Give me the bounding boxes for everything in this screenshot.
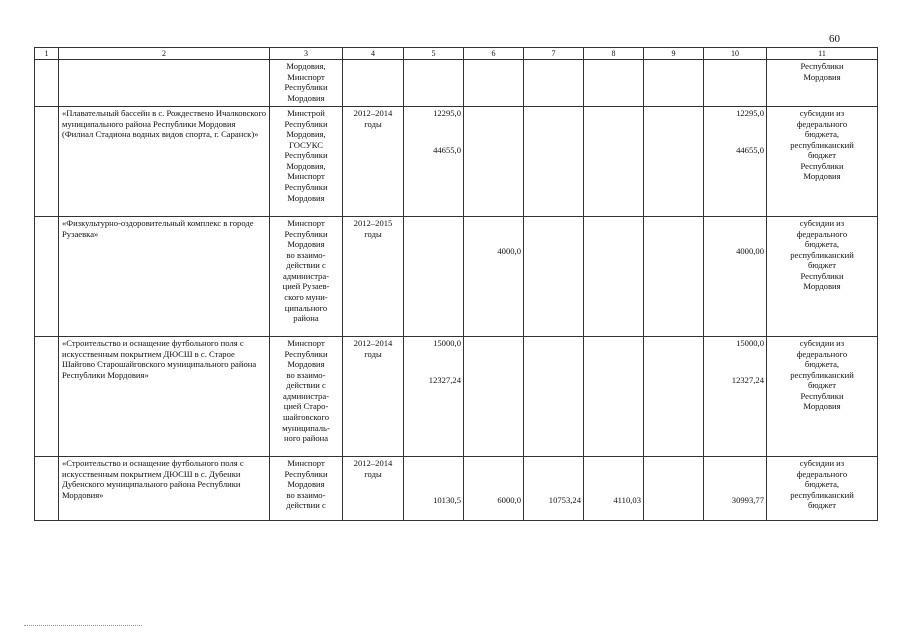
- financing-cell: субсидии из федерального бюджета, республиканский бюджет Республики Мордовия: [767, 217, 878, 337]
- footer-divider: [24, 625, 142, 626]
- program-table: [34, 47, 878, 521]
- column-number: 3: [270, 48, 343, 60]
- amount-cell: 6000,0: [464, 457, 524, 521]
- period-cell: 2012–2014 годы: [343, 107, 404, 217]
- financing-cell: субсидии из федерального бюджета, республиканский бюджет Республики Мордовия: [767, 337, 878, 457]
- column-number: 10: [704, 48, 767, 60]
- amount-cell: 4110,03: [584, 457, 644, 521]
- column-number-row: [35, 48, 878, 60]
- column-number: 1: [35, 48, 59, 60]
- column-number: 11: [767, 48, 878, 60]
- executor-cell: Мордовия, Минспорт Республики Мордовия: [270, 60, 343, 107]
- total-cell: 12295,0 44655,0: [704, 107, 767, 217]
- column-number: 6: [464, 48, 524, 60]
- total-cell: 30993,77: [704, 457, 767, 521]
- column-number: 7: [524, 48, 584, 60]
- continuation-row: [35, 60, 878, 107]
- executor-cell: Минстрой Республики Мордовия, ГОСУКС Республики Мордовия, Минспорт Республики Мордовия: [270, 107, 343, 217]
- table-row: [35, 217, 878, 337]
- period-cell: 2012–2014 годы: [343, 457, 404, 521]
- column-number: 4: [343, 48, 404, 60]
- executor-cell: Минспорт Республики Мордовия во взаимо- действии с администра- цией Рузаев- ского муни- ципального района: [270, 217, 343, 337]
- table-row: [35, 107, 878, 217]
- total-cell: 4000,00: [704, 217, 767, 337]
- column-number: 9: [644, 48, 704, 60]
- column-number: 2: [59, 48, 270, 60]
- object-name: «Плавательный бассейн в с. Рождествено Ичалковского муниципального района Республики Мордовия (Филиал Стадиона водных видов спорта, г. Саранск)»: [59, 107, 270, 217]
- amount-cell: 12295,0 44655,0: [404, 107, 464, 217]
- executor-cell: Минспорт Республики Мордовия во взаимо- действии с: [270, 457, 343, 521]
- period-cell: 2012–2014 годы: [343, 337, 404, 457]
- financing-cell: Республики Мордовия: [767, 60, 878, 107]
- object-name: «Физкультурно-оздоровительный комплекс в городе Рузаевка»: [59, 217, 270, 337]
- financing-cell: субсидии из федерального бюджета, республиканский бюджет Республики Мордовия: [767, 107, 878, 217]
- page-number: 60: [829, 33, 840, 45]
- amount-cell: 15000,0 12327,24: [404, 337, 464, 457]
- financing-cell: субсидии из федерального бюджета, республиканский бюджет: [767, 457, 878, 521]
- column-number: 5: [404, 48, 464, 60]
- column-number: 8: [584, 48, 644, 60]
- amount-cell: 4000,0: [464, 217, 524, 337]
- amount-cell: 10130,5: [404, 457, 464, 521]
- period-cell: 2012–2015 годы: [343, 217, 404, 337]
- table-row: [35, 457, 878, 521]
- executor-cell: Минспорт Республики Мордовия во взаимо- действии с администра- цией Старо- шайговского муниципаль- ного района: [270, 337, 343, 457]
- total-cell: 15000,0 12327,24: [704, 337, 767, 457]
- object-name: «Строительство и оснащение футбольного поля с искусственным покрытием ДЮСШ в с. Старое Шайгово Старошайговского муниципального района Республики Мордовия»: [59, 337, 270, 457]
- table-row: [35, 337, 878, 457]
- amount-cell: 10753,24: [524, 457, 584, 521]
- object-name: «Строительство и оснащение футбольного поля с искусственным покрытием ДЮСШ в с. Дубенки Дубенского муниципального района Республики Мордовия»: [59, 457, 270, 521]
